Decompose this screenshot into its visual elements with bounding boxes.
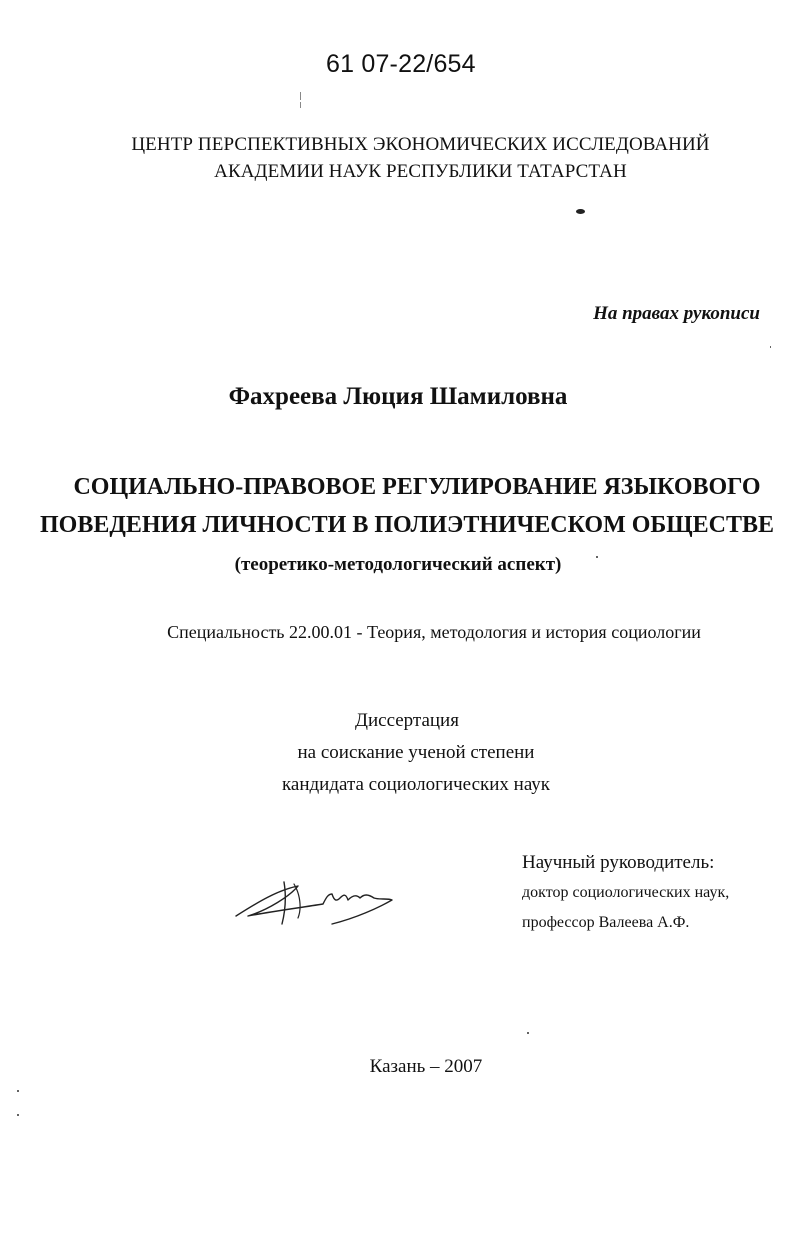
supervisor-block [522,848,729,938]
scan-speck [770,346,771,348]
supervisor-name: профессор Валеева А.Ф. [522,914,690,931]
degree-line-1: Диссертация [355,710,459,731]
dissertation-title [0,468,796,544]
ink-mark [576,209,585,214]
call-number: 61 07-22/654 [326,50,476,78]
author-name: Фахреева Люция Шамиловна [228,383,568,410]
specialty-line: Специальность 22.00.01 - Теория, методология и история социологии [167,622,701,642]
title-line-1: СОЦИАЛЬНО-ПРАВОВОЕ РЕГУЛИРОВАНИЕ ЯЗЫКОВОГО [73,474,761,500]
author-signature [228,872,398,932]
supervisor-heading: Научный руководитель: [522,852,715,873]
city-year: Казань – 2007 [369,1056,483,1077]
degree-statement [0,705,796,801]
institution-line-2: АКАДЕМИИ НАУК РЕСПУБЛИКИ ТАТАРСТАН [214,161,627,182]
supervisor-degree: доктор социологических наук, [522,884,730,901]
manuscript-note: На правах рукописи [593,303,760,324]
degree-line-2: на соискание ученой степени [297,742,535,763]
degree-line-3: кандидата социологических наук [281,774,551,795]
institution-name [0,131,796,185]
scan-speck [17,1090,19,1092]
scan-speck [17,1114,19,1116]
institution-line-1: ЦЕНТР ПЕРСПЕКТИВНЫХ ЭКОНОМИЧЕСКИХ ИССЛЕДОВАНИЙ [131,134,710,155]
scan-speck [527,1032,529,1034]
scan-speck [596,556,598,558]
dissertation-subtitle: (теоретико-методологический аспект) [234,554,562,575]
title-line-2: ПОВЕДЕНИЯ ЛИЧНОСТИ В ПОЛИЭТНИЧЕСКОМ ОБЩЕСТВЕ [40,512,774,538]
scan-mark [300,102,301,108]
scan-mark [300,92,301,100]
